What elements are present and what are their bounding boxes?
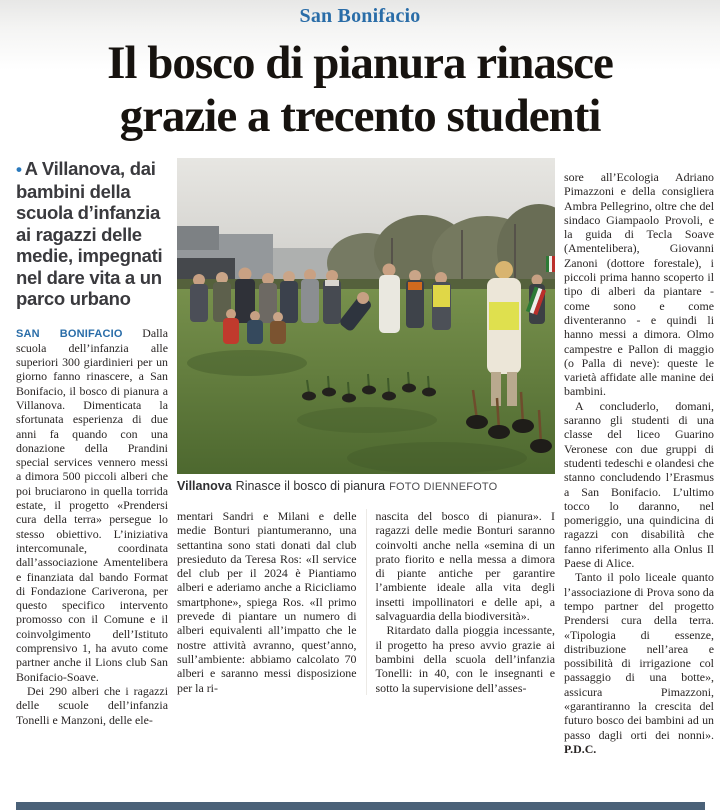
- city-leadin: SAN BONIFACIO: [16, 327, 123, 340]
- article-body: [0, 143, 720, 756]
- article-headline: [0, 37, 720, 143]
- headline-line2: grazie a trecento studenti: [119, 90, 601, 142]
- subhead-text: A Villanova, dai bambini della scuola d’infanzia ai ragazzi delle medie, impegnati nel dare vita a un parco urbano: [16, 158, 163, 309]
- body-column-4: [564, 158, 714, 756]
- paragraph: [564, 570, 714, 756]
- paragraph: Dei 290 alberi che i ragazzi delle scuole dell’infanzia Tonelli e Manzoni, delle ele-: [16, 683, 168, 727]
- body-column-2: [177, 509, 357, 695]
- bottom-divider-bar: [16, 802, 705, 810]
- article-subhead: [16, 158, 168, 310]
- paragraph: sore all’Ecologia Adriano Pimazzoni e della consigliera Ambra Pellegrino, oltre che del sindaco Giampaolo Provoli, e la guida di Tecla Soave (Amentelibera), Giovanni Zanoni (dottore forestale), i piccoli prima hanno scoperto il tipo di alberi da piantare - come sono e come diventeranno - e quindi li hanno messi a dimora. Olmo campestre e Pallon di maggio (o Palla di neve): queste le varietà affidate alle manine dei bambini.: [564, 170, 714, 399]
- column-main: [177, 158, 555, 695]
- center-text-columns: [177, 509, 555, 695]
- section-kicker: San Bonifacio: [299, 5, 421, 27]
- caption-text: Rinasce il bosco di pianura: [235, 479, 386, 493]
- paragraph-text: Dalla scuola dell’infanzia alle superiori 300 giardinieri per un giorno fanno rinascere, a San Bonifacio, il bosco di pianura a Villanova. Dimenticata la sfortunata esperienza di due anni fa quando con una donazione della Prandini special services vennero messi a dimora 500 piccoli alberi che poi bruciarono in quella torrida estate, il progetto «Prendersi cura della terra» persegue lo stesso obiettivo. L’iniziativa intercomunale, coordinata dall’associazione Amentelibera e finanziata dal bando Format di Fondazione Cariverona, per questo specifico intervento promosso con il Comune e il coinvolgimento dell’Istituto comprensivo 1, ha avuto come partner anche il Lions club San Bonifacio-Soave.: [16, 325, 168, 684]
- caption-place: Villanova: [177, 479, 232, 493]
- headline-line1: Il bosco di pianura rinasce: [107, 37, 613, 89]
- body-column-1: [16, 326, 168, 727]
- paragraph: [16, 326, 168, 684]
- paragraph: mentari Sandri e Milani e delle medie Bonturi piantumeranno, una settantina sono stati donati dal club presieduto da Teresa Ros: «Il service del club per il 2024 è Piantiamo alberi e aderiamo anche a Ricicliamo smartphone», spiega Ros. «Il primo prevede di piantare un numero di alberi equivalenti all’impatto che le nostre attività avranno, quest’anno, sull’ambiente: abbiamo calcolato 70 alberi e saranno messi disposizione per la ri-: [177, 509, 357, 695]
- article-photo: [177, 158, 555, 474]
- paragraph: A concluderlo, domani, saranno gli studenti di una classe del liceo Guarino Veronese con due gruppi di studenti tedeschi e olandesi che stanno concludendo l’Erasmus a San Bonifacio. L’ultimo tocco lo daranno, nel pomeriggio, una quindicina di ragazzi con disabilità che fanno riferimento alla Onlus Il Paese di Alice.: [564, 398, 714, 571]
- body-column-3: [366, 509, 556, 695]
- paragraph: nascita del bosco di pianura». I ragazzi delle medie Bonturi saranno coinvolti anche nella «semina di un prato fiorito e nella messa a dimora di piante antiche per garantire l’ambiente ideale alla vita degli insetti impollinatori e delle api, a salvaguardia della biodiversità».: [375, 509, 555, 624]
- author-initials: P.D.C.: [564, 741, 597, 756]
- paragraph: Ritardato dalla pioggia incessante, il progetto ha preso avvio grazie ai bambini della scuola dell’infanzia Tonelli: in 40, con le insegnanti e sotto la supervisione dell’asses-: [375, 623, 555, 695]
- column-left: [16, 158, 168, 727]
- caption-credit: FOTO DIENNEFOTO: [389, 481, 498, 493]
- photo-caption: [177, 479, 555, 495]
- bullet-icon: •: [16, 160, 22, 179]
- paragraph-text: Tanto il polo liceale quanto l’associazione di Prova sono da tempo partner del progetto Prendersi cura della terra. «Tipologia di essenze, distribuzione nell’area e possibilità di irrigazione col passaggio di una botte», assicura Pimazzoni, «garantiranno la crescita del futuro bosco dei bambini ad un passo dagli orti dei nonni».: [564, 570, 714, 742]
